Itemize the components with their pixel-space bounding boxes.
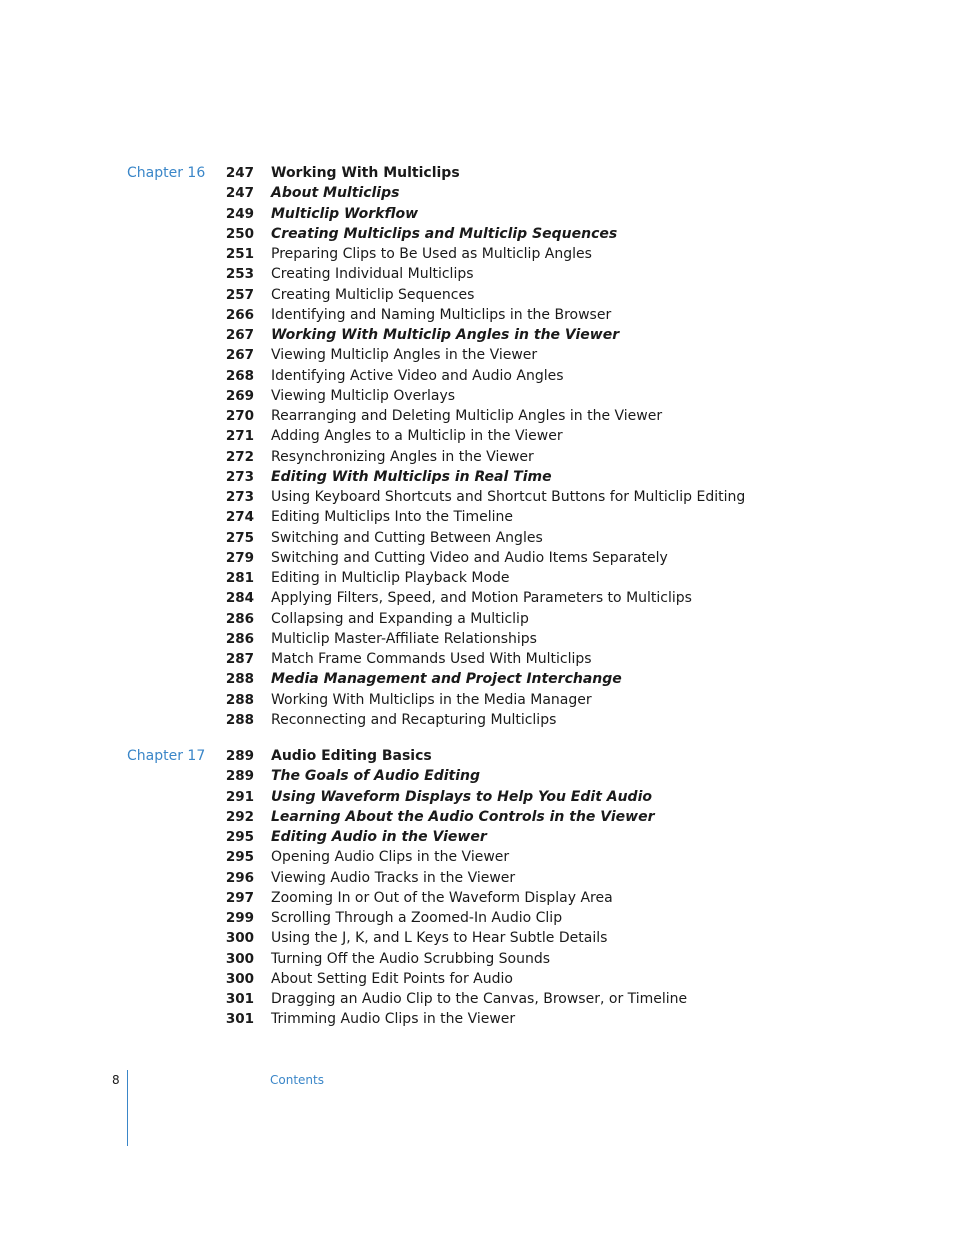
toc-entry-title[interactable]: Match Frame Commands Used With Multiclips: [271, 651, 592, 667]
toc-page-number: 249: [225, 206, 254, 222]
toc-entry-title[interactable]: Dragging an Audio Clip to the Canvas, Browser, or Timeline: [271, 991, 688, 1007]
toc-entry-title[interactable]: Switching and Cutting Video and Audio Items Separately: [271, 550, 668, 566]
toc-page-number: 299: [225, 910, 254, 926]
toc-page-number: 297: [225, 890, 254, 906]
toc-entry[interactable]: [0, 710, 954, 730]
toc-page-number: 281: [225, 570, 254, 586]
toc-entry[interactable]: [0, 949, 954, 969]
toc-entry[interactable]: [0, 183, 954, 203]
toc-entry-title[interactable]: The Goals of Audio Editing: [271, 768, 481, 784]
toc-page-number: 300: [225, 951, 254, 967]
toc-page-number: 275: [225, 530, 254, 546]
toc-page-number: 273: [225, 489, 254, 505]
toc-entry-title[interactable]: Working With Multiclips in the Media Manager: [271, 692, 592, 708]
toc-entry[interactable]: [0, 224, 954, 244]
toc-entry[interactable]: [0, 868, 954, 888]
toc-entry-title[interactable]: Using Keyboard Shortcuts and Shortcut Buttons for Multiclip Editing: [271, 489, 746, 505]
toc-page-number: 292: [225, 809, 254, 825]
toc-entry-title[interactable]: Media Management and Project Interchange: [271, 671, 622, 687]
toc-entry[interactable]: [0, 649, 954, 669]
toc-entry[interactable]: [0, 487, 954, 507]
toc-entry-title[interactable]: Creating Individual Multiclips: [271, 266, 474, 282]
toc-entry-title[interactable]: Editing Audio in the Viewer: [271, 829, 487, 845]
toc-entry[interactable]: [0, 204, 954, 224]
toc-page-number: 247: [225, 165, 254, 181]
toc-entry[interactable]: [0, 467, 954, 487]
toc-entry-title[interactable]: Editing With Multiclips in Real Time: [271, 469, 552, 485]
toc-entry[interactable]: [0, 568, 954, 588]
toc-entry[interactable]: [0, 669, 954, 689]
toc-page-number: 286: [225, 611, 254, 627]
toc-entry-title[interactable]: Switching and Cutting Between Angles: [271, 530, 543, 546]
toc-page-number: 273: [225, 469, 254, 485]
toc-page-number: 251: [225, 246, 254, 262]
toc-entry-title[interactable]: Trimming Audio Clips in the Viewer: [271, 1011, 516, 1027]
toc-page-number: 287: [225, 651, 254, 667]
toc-page-number: 267: [225, 327, 254, 343]
toc-entry[interactable]: [0, 305, 954, 325]
toc-entry-title[interactable]: Editing in Multiclip Playback Mode: [271, 570, 510, 586]
toc-entry[interactable]: [0, 1009, 954, 1029]
toc-entry-title[interactable]: Editing Multiclips Into the Timeline: [271, 509, 513, 525]
toc-entry[interactable]: [0, 847, 954, 867]
toc-page-number: 267: [225, 347, 254, 363]
toc-entry[interactable]: [0, 989, 954, 1009]
toc-page-number: 289: [225, 768, 254, 784]
toc-page-number: 301: [225, 991, 254, 1007]
toc-entry-title[interactable]: About Setting Edit Points for Audio: [271, 971, 513, 987]
toc-entry-title[interactable]: Using Waveform Displays to Help You Edit Audio: [271, 789, 652, 805]
toc-entry[interactable]: [0, 827, 954, 847]
toc-entry[interactable]: [0, 163, 954, 183]
toc-page-number: 296: [225, 870, 254, 886]
toc-page-number: 284: [225, 590, 254, 606]
toc-page-number: 289: [225, 748, 254, 764]
toc-entry-title[interactable]: Identifying Active Video and Audio Angles: [271, 368, 564, 384]
toc-entry[interactable]: [0, 787, 954, 807]
toc-page-number: 288: [225, 671, 254, 687]
toc-entry[interactable]: [0, 447, 954, 467]
toc-entry-title[interactable]: Zooming In or Out of the Waveform Display Area: [271, 890, 613, 906]
toc-entry-title[interactable]: About Multiclips: [271, 185, 400, 201]
toc-entry-title[interactable]: Multiclip Master-Affiliate Relationships: [271, 631, 537, 647]
toc-entry-title[interactable]: Viewing Multiclip Angles in the Viewer: [271, 347, 538, 363]
toc-entry[interactable]: [0, 908, 954, 928]
toc-entry[interactable]: [0, 807, 954, 827]
toc-entry[interactable]: [0, 406, 954, 426]
toc-entry[interactable]: [0, 548, 954, 568]
toc-entry-title[interactable]: Scrolling Through a Zoomed-In Audio Clip: [271, 910, 563, 926]
toc-page-number: 257: [225, 287, 254, 303]
toc-page-number: 274: [225, 509, 254, 525]
toc-page-number: 268: [225, 368, 254, 384]
toc-entry[interactable]: [0, 746, 954, 766]
toc-entry[interactable]: [0, 366, 954, 386]
toc-entry[interactable]: [0, 264, 954, 284]
toc-entry-title[interactable]: Preparing Clips to Be Used as Multiclip Angles: [271, 246, 592, 262]
footer-divider: [127, 1070, 128, 1146]
toc-entry-title[interactable]: Working With Multiclips: [271, 165, 460, 181]
toc-entry-title[interactable]: Identifying and Naming Multiclips in the Browser: [271, 307, 612, 323]
toc-page-number: 295: [225, 849, 254, 865]
toc-page-number: 271: [225, 428, 254, 444]
toc-entry[interactable]: [0, 888, 954, 908]
toc-entry[interactable]: [0, 609, 954, 629]
toc-entry-title[interactable]: Reconnecting and Recapturing Multiclips: [271, 712, 557, 728]
toc-entry[interactable]: [0, 325, 954, 345]
chapter-label[interactable]: Chapter 17: [127, 748, 206, 764]
toc-entry-title[interactable]: Turning Off the Audio Scrubbing Sounds: [271, 951, 551, 967]
toc-entry-title[interactable]: Adding Angles to a Multiclip in the Viewer: [271, 428, 563, 444]
toc-entry[interactable]: [0, 766, 954, 786]
toc-page-number: 266: [225, 307, 254, 323]
toc-page-number: 286: [225, 631, 254, 647]
toc-page-number: 300: [225, 930, 254, 946]
toc-entry-title[interactable]: Creating Multiclips and Multiclip Sequences: [271, 226, 618, 242]
toc-entry-title[interactable]: Multiclip Workflow: [271, 206, 419, 222]
toc-page-number: 272: [225, 449, 254, 465]
toc-entry[interactable]: [0, 629, 954, 649]
toc-entry-title[interactable]: Applying Filters, Speed, and Motion Parameters to Multiclips: [271, 590, 692, 606]
toc-entry[interactable]: [0, 969, 954, 989]
toc-entry-title[interactable]: Rearranging and Deleting Multiclip Angles in the Viewer: [271, 408, 663, 424]
toc-page-number: 279: [225, 550, 254, 566]
chapter-label[interactable]: Chapter 16: [127, 165, 206, 181]
footer-section-title: Contents: [270, 1073, 324, 1087]
toc-page-number: 270: [225, 408, 254, 424]
toc-entry[interactable]: [0, 588, 954, 608]
toc-entry-title[interactable]: Viewing Multiclip Overlays: [271, 388, 456, 404]
toc-entry[interactable]: [0, 928, 954, 948]
toc-entry[interactable]: [0, 386, 954, 406]
toc-page-number: 288: [225, 712, 254, 728]
toc-entry-title[interactable]: Resynchronizing Angles in the Viewer: [271, 449, 534, 465]
toc-page-number: 269: [225, 388, 254, 404]
toc-page-number: 247: [225, 185, 254, 201]
toc-entry[interactable]: [0, 426, 954, 446]
toc-page-number: 301: [225, 1011, 254, 1027]
toc-entry-title[interactable]: Using the J, K, and L Keys to Hear Subtle Details: [271, 930, 608, 946]
toc-entry-title[interactable]: Collapsing and Expanding a Multiclip: [271, 611, 529, 627]
toc-page-number: 250: [225, 226, 254, 242]
toc-entry[interactable]: [0, 244, 954, 264]
toc-page-number: 295: [225, 829, 254, 845]
toc-entry[interactable]: [0, 285, 954, 305]
toc-entry-title[interactable]: Learning About the Audio Controls in the Viewer: [271, 809, 655, 825]
toc-entry[interactable]: [0, 507, 954, 527]
toc-entry-title[interactable]: Working With Multiclip Angles in the Viewer: [271, 327, 620, 343]
toc-page-number: 288: [225, 692, 254, 708]
toc-entry[interactable]: [0, 528, 954, 548]
toc-page-number: 291: [225, 789, 254, 805]
toc-page-number: 253: [225, 266, 254, 282]
toc-entry-title[interactable]: Audio Editing Basics: [271, 748, 432, 764]
toc-entry[interactable]: [0, 690, 954, 710]
toc-entry[interactable]: [0, 345, 954, 365]
toc-entry-title[interactable]: Opening Audio Clips in the Viewer: [271, 849, 510, 865]
toc-entry-title[interactable]: Creating Multiclip Sequences: [271, 287, 475, 303]
page-number: 8: [112, 1073, 120, 1087]
toc-entry-title[interactable]: Viewing Audio Tracks in the Viewer: [271, 870, 516, 886]
toc-page-number: 300: [225, 971, 254, 987]
